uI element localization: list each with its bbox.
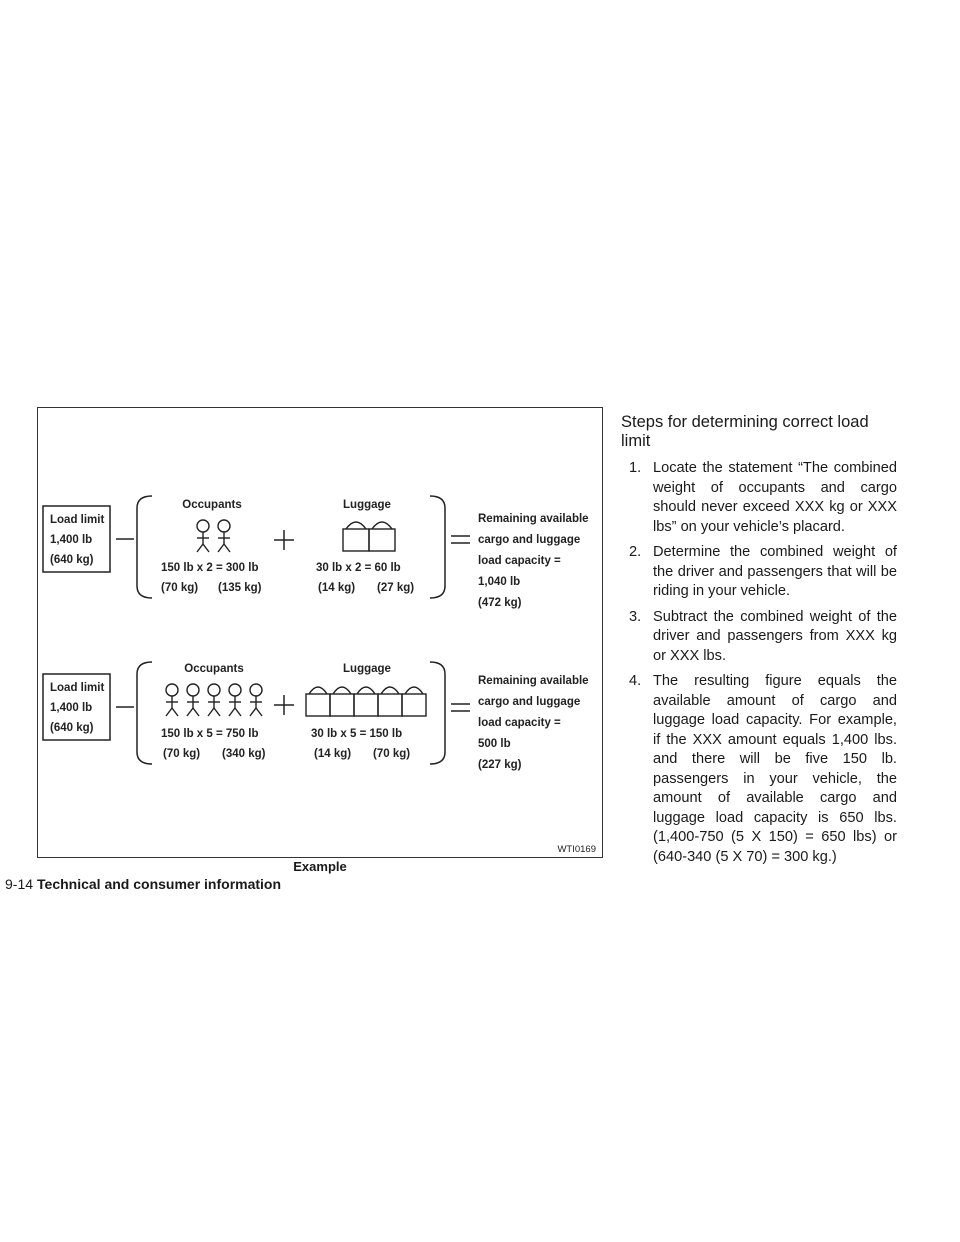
load-limit-line-1: Load limit — [50, 514, 105, 526]
occupants-kg-right: (340 kg) — [222, 748, 266, 760]
occupants-calculation: 150 lb x 2 = 300 lb — [161, 562, 259, 574]
occupants-label: Occupants — [182, 499, 242, 511]
page-footer — [5, 876, 281, 892]
step-item — [621, 608, 897, 667]
luggage-calculation: 30 lb x 5 = 150 lb — [311, 728, 403, 740]
person-icon — [166, 684, 178, 716]
right-bracket — [430, 496, 445, 598]
result-line-1: Remaining available — [478, 675, 589, 687]
load-limit-figure — [37, 407, 603, 858]
load-limit-line-3: (640 kg) — [50, 554, 94, 566]
steps-list — [621, 459, 897, 867]
luggage-icon — [306, 687, 330, 716]
panel-1 — [43, 496, 589, 609]
luggage-icon — [354, 687, 378, 716]
luggage-icon — [402, 687, 426, 716]
luggage-label: Luggage — [343, 499, 391, 511]
luggage-icon — [369, 522, 395, 551]
person-icon — [250, 684, 262, 716]
step-number: 3. — [629, 608, 642, 625]
load-limit-line-2: 1,400 lb — [50, 702, 93, 714]
step-number: 2. — [629, 544, 642, 560]
step-text: Locate the statement “The combined weight of occupants and cargo should never exceed XXX kg or XXX lbs” on your vehicle’s placard. — [653, 460, 897, 535]
luggage-label: Luggage — [343, 663, 391, 675]
result-line-5: (227 kg) — [478, 759, 522, 771]
step-text: The resulting figure equals the available amount of cargo and luggage load capacity. For example, if the XXX amount equals 1,400 lbs. and there will be five 150 lb. passengers in your vehicle, the amount of available cargo and luggage load capacity is 650 lbs. (1,400-750 (5 X 150) = 650 lbs) or (640-340 (5 X 70) = 300 kg.) — [653, 673, 897, 865]
page-number: 9-14 — [5, 876, 34, 892]
result-line-3: load capacity = — [478, 717, 561, 729]
person-icon — [218, 520, 230, 552]
result-line-4: 1,040 lb — [478, 576, 521, 588]
occupants-kg-left: (70 kg) — [161, 582, 199, 594]
luggage-kg-left: (14 kg) — [318, 582, 356, 594]
result-line-4: 500 lb — [478, 738, 511, 750]
section-title: Technical and consumer information — [37, 876, 282, 892]
step-item — [621, 543, 897, 602]
section-heading: Steps for determining correct load limit — [621, 413, 869, 450]
result-line-3: load capacity = — [478, 555, 561, 567]
step-item — [621, 459, 897, 537]
figure-drawing — [38, 408, 601, 856]
luggage-calculation: 30 lb x 2 = 60 lb — [316, 562, 401, 574]
load-limit-line-2: 1,400 lb — [50, 534, 93, 546]
occupants-kg-left: (70 kg) — [163, 748, 201, 760]
luggage-icon — [343, 522, 369, 551]
luggage-icon — [378, 687, 402, 716]
luggage-kg-right: (70 kg) — [373, 748, 411, 760]
left-bracket — [137, 496, 152, 598]
person-icon — [208, 684, 220, 716]
person-icon — [197, 520, 209, 552]
load-limit-line-3: (640 kg) — [50, 722, 94, 734]
occupants-kg-right: (135 kg) — [218, 582, 262, 594]
load-limit-line-1: Load limit — [50, 682, 105, 694]
occupants-calculation: 150 lb x 5 = 750 lb — [161, 728, 259, 740]
luggage-icons — [343, 522, 395, 551]
step-number: 4. — [629, 673, 642, 689]
result-line-5: (472 kg) — [478, 597, 522, 609]
step-text: Subtract the combined weight of the driver and passengers from XXX kg or XXX lbs. — [653, 608, 897, 664]
luggage-icons — [306, 687, 426, 716]
panel-2 — [43, 662, 589, 771]
occupants-label: Occupants — [184, 663, 244, 675]
figure-caption: Example — [293, 859, 347, 874]
occupant-icons — [166, 684, 262, 716]
result-line-1: Remaining available — [478, 513, 589, 525]
result-line-2: cargo and luggage — [478, 534, 581, 546]
person-icon — [187, 684, 199, 716]
person-icon — [229, 684, 241, 716]
right-bracket — [430, 662, 445, 764]
luggage-icon — [330, 687, 354, 716]
step-text: Determine the combined weight of the driver and passengers that will be riding in your vehicle. — [653, 544, 897, 599]
steps-section — [621, 413, 897, 873]
figure-code: WTI0169 — [557, 844, 596, 855]
occupant-icons — [197, 520, 230, 552]
step-number: 1. — [629, 460, 642, 476]
step-item — [621, 672, 897, 867]
left-bracket — [137, 662, 152, 764]
luggage-kg-right: (27 kg) — [377, 582, 415, 594]
luggage-kg-left: (14 kg) — [314, 748, 352, 760]
result-line-2: cargo and luggage — [478, 696, 581, 708]
